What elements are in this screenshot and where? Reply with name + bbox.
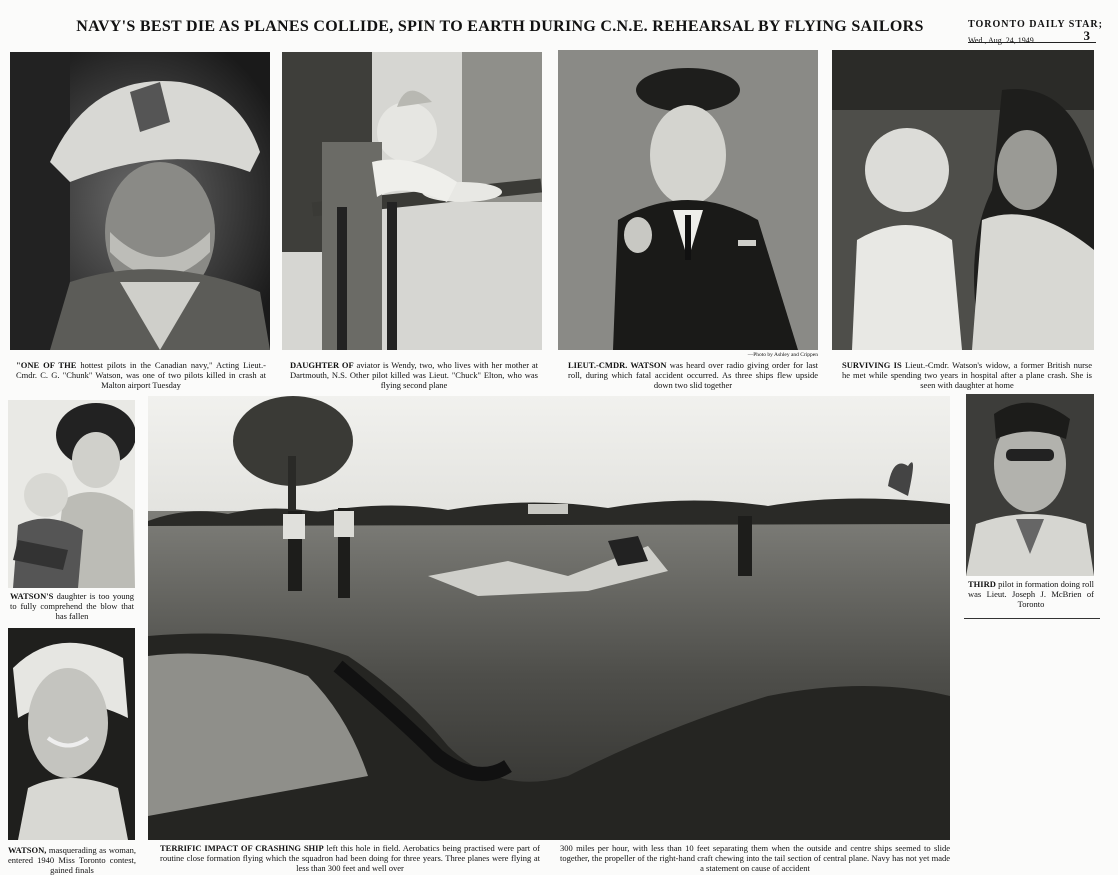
caption-lead: THIRD xyxy=(968,579,996,589)
caption-text: hottest pilots in the Canadian navy," Acting Lieut.-Cmdr. C. G. "Chunk" Watson, was one of two pilots killed in crash at Malton airport Tuesday xyxy=(16,360,266,390)
photo-watson-masquerading xyxy=(8,628,135,840)
caption-text: left this hole in field. Aerobatics being practised were part of routine close formation flying which the squadron had been doing for three years. Three planes were flying at less than 300 feet and well over xyxy=(160,843,541,873)
photo-daughter-high-chair xyxy=(282,52,542,350)
caption-radio-order xyxy=(568,361,818,390)
caption-daughter xyxy=(290,361,538,390)
masthead-date: Wed., Aug. 24, 1949 xyxy=(968,35,1034,45)
caption-crash-continued xyxy=(560,844,950,873)
column-rule xyxy=(964,618,1100,619)
photo-credit: —Photo by Ashley and Crippen xyxy=(747,352,818,358)
caption-pilot-watson xyxy=(16,361,266,390)
photo-crash-site xyxy=(148,396,950,840)
photo-widow-with-baby xyxy=(832,50,1094,350)
caption-text: Lieut.-Cmdr. Watson's widow, a former British nurse he met while spending two years in hospital after a plane crash. She is seen with daughter at home xyxy=(842,360,1093,390)
caption-text: aviator is Wendy, two, who lives with her mother at Dartmouth, N.S. Other pilot killed was Lieut. "Chuck" Elton, who was flying second plane xyxy=(290,360,538,390)
masthead-title: TORONTO DAILY STAR; xyxy=(968,19,1103,30)
caption-watsons-daughter xyxy=(10,592,134,621)
caption-crash-impact xyxy=(160,844,540,873)
caption-lead: WATSON'S xyxy=(10,591,54,601)
caption-lead: SURVIVING IS xyxy=(842,360,902,370)
masthead xyxy=(968,19,1103,47)
caption-text: masquerading as woman, entered 1940 Miss Toronto contest, gained finals xyxy=(8,845,136,875)
caption-widow xyxy=(842,361,1092,390)
headline: NAVY'S BEST DIE AS PLANES COLLIDE, SPIN TO EARTH DURING C.N.E. REHEARSAL BY FLYING SAILORS xyxy=(76,18,924,35)
caption-lead: TERRIFIC IMPACT OF CRASHING SHIP xyxy=(160,843,324,853)
caption-text: was heard over radio giving order for last roll, during which fatal accident occurred. As three ships flew upside down two slid together xyxy=(568,360,818,390)
caption-text: 300 miles per hour, with less than 10 feet separating them when the outside and centre ships seemed to slide together, the propeller of the right-hand craft chewing into the tail section of central plane. Navy has not yet made a statement on cause of accident xyxy=(560,843,950,873)
photo-pilot-watson-cap xyxy=(10,52,270,350)
caption-lead: DAUGHTER OF xyxy=(290,360,354,370)
photo-third-pilot xyxy=(966,394,1094,576)
photo-watson-uniform xyxy=(558,50,818,350)
masthead-rule xyxy=(968,42,1096,43)
caption-lead: "ONE OF THE xyxy=(16,360,77,370)
photo-watsons-daughter xyxy=(8,400,135,588)
caption-text: pilot in formation doing roll was Lieut. Joseph J. McBrien of Toronto xyxy=(968,579,1094,609)
caption-third-pilot xyxy=(968,580,1094,609)
caption-lead: WATSON, xyxy=(8,845,47,855)
caption-lead: LIEUT.-CMDR. WATSON xyxy=(568,360,667,370)
caption-text: daughter is too young to fully comprehend the blow that has fallen xyxy=(10,591,134,621)
page-number: 3 xyxy=(1083,28,1090,43)
